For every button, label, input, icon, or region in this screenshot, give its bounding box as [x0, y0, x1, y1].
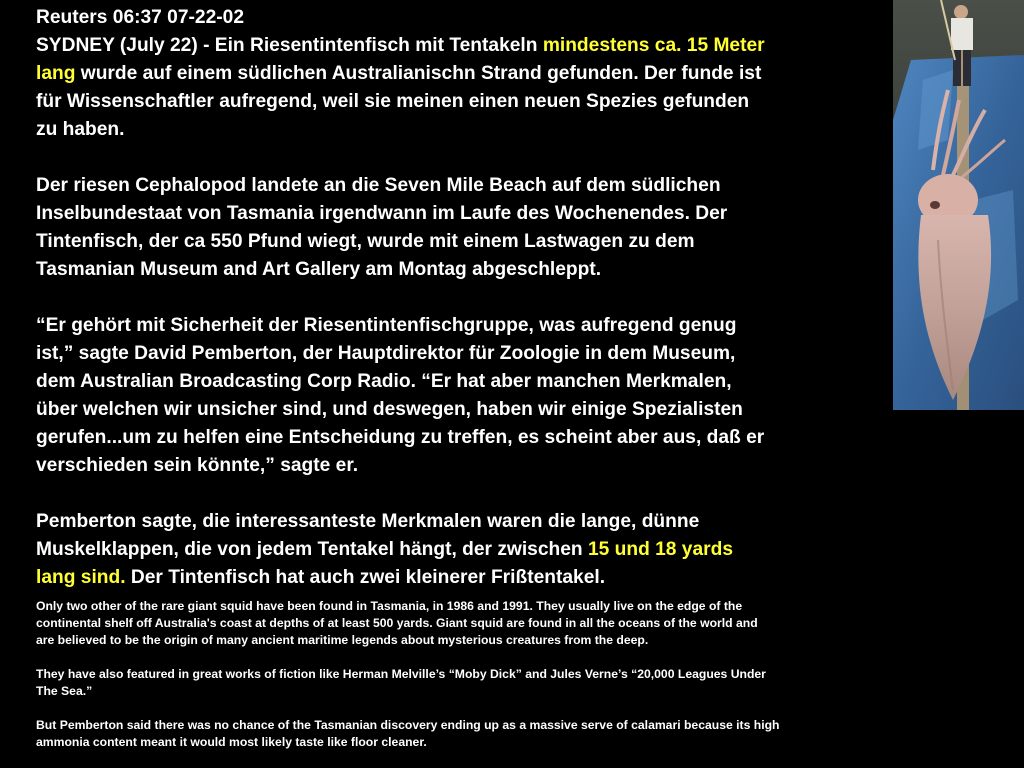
text-line	[36, 683, 916, 700]
text-segment: Tintenfisch, der ca 550 Pfund wiegt, wurde mit einem Lastwagen zu dem	[36, 231, 695, 252]
highlighted-text: lang sind.	[36, 567, 126, 588]
text-line	[36, 452, 916, 480]
text-line	[36, 60, 916, 88]
text-line	[36, 598, 916, 615]
text-line	[36, 536, 916, 564]
small-paragraph-1	[36, 598, 916, 649]
highlighted-text: mindestens ca. 15 Meter	[542, 35, 765, 56]
text-segment: continental shelf off Australia's coast at depths of at least 500 yards. Giant squid are found in all the oceans of the world and	[36, 616, 758, 630]
giant-squid-photo	[893, 0, 1024, 410]
text-segment: Only two other of the rare giant squid have been found in Tasmania, in 1986 and 1991. They usually live on the edge of the	[36, 599, 743, 613]
text-segment: are believed to be the origin of many ancient maritime legends about mysterious creatures from the deep.	[36, 633, 649, 647]
text-segment: SYDNEY (July 22) - Ein Riesentintenfisch mit Tentakeln	[36, 35, 543, 56]
text-segment: wurde auf einem südlichen Australianischn Strand gefunden. Der funde ist	[75, 63, 762, 84]
text-line	[36, 312, 916, 340]
text-line	[36, 116, 916, 144]
giant-squid-image	[893, 0, 1024, 410]
paragraph-1	[36, 32, 916, 144]
paragraph-3	[36, 312, 916, 480]
small-paragraph-2	[36, 666, 916, 700]
small-paragraph-3	[36, 717, 916, 751]
text-line	[36, 200, 916, 228]
article-text	[36, 4, 916, 751]
text-segment: Der Tintenfisch hat auch zwei kleinerer Frißtentakel.	[125, 567, 606, 588]
text-line	[36, 256, 916, 284]
text-line	[36, 717, 916, 734]
text-segment: dem Australian Broadcasting Corp Radio. “Er hat aber manchen Merkmalen,	[36, 371, 732, 392]
text-segment: ist,” sagte David Pemberton, der Hauptdirektor für Zoologie in dem Museum,	[36, 343, 736, 364]
text-segment: zu haben.	[36, 119, 125, 140]
text-line	[36, 368, 916, 396]
text-line	[36, 424, 916, 452]
paragraph-2	[36, 172, 916, 284]
highlighted-text: lang	[36, 63, 76, 84]
text-segment: “Er gehört mit Sicherheit der Riesentintenfischgruppe, was aufregend genug	[36, 315, 737, 336]
text-line	[36, 666, 916, 683]
text-line	[36, 632, 916, 649]
text-segment: The Sea.”	[36, 684, 93, 698]
text-segment: verschieden sein könnte,” sagte er.	[36, 455, 359, 476]
text-segment: They have also featured in great works of fiction like Herman Melville’s “Moby Dick” and Jules Verne’s “20,000 Leagues Under	[36, 667, 766, 681]
highlighted-text: 15 und 18 yards	[587, 539, 734, 560]
text-line	[36, 32, 916, 60]
text-line	[36, 88, 916, 116]
text-segment: Muskelklappen, die von jedem Tentakel hängt, der zwischen	[36, 539, 588, 560]
paragraph-4	[36, 508, 916, 592]
text-line	[36, 172, 916, 200]
text-line	[36, 396, 916, 424]
text-segment: Inselbundestaat von Tasmania irgendwann im Laufe des Wochenendes. Der	[36, 203, 728, 224]
text-line	[36, 615, 916, 632]
dateline: Reuters 06:37 07-22-02	[36, 7, 244, 28]
text-segment: über welchen wir unsicher sind, und deswegen, haben wir einige Spezialisten	[36, 399, 743, 420]
text-line	[36, 564, 916, 592]
text-segment: Tasmanian Museum and Art Gallery am Montag abgeschleppt.	[36, 259, 602, 280]
text-segment: Pemberton sagte, die interessanteste Merkmalen waren die lange, dünne	[36, 511, 700, 532]
text-segment: But Pemberton said there was no chance of the Tasmanian discovery ending up as a massive serve of calamari because its high	[36, 718, 780, 732]
text-line	[36, 340, 916, 368]
text-line	[36, 734, 916, 751]
text-segment: ammonia content meant it would most likely taste like floor cleaner.	[36, 735, 427, 749]
text-segment: Der riesen Cephalopod landete an die Seven Mile Beach auf dem südlichen	[36, 175, 721, 196]
text-segment: gerufen...um zu helfen eine Entscheidung zu treffen, es scheint aber aus, daß er	[36, 427, 765, 448]
text-line	[36, 228, 916, 256]
text-segment: für Wissenschaftler aufregend, weil sie meinen einen neuen Spezies gefunden	[36, 91, 750, 112]
text-line	[36, 508, 916, 536]
